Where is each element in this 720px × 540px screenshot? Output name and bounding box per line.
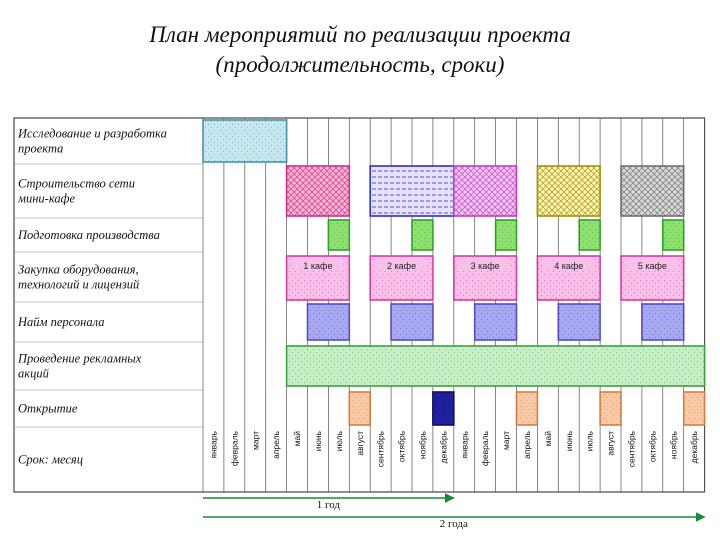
- task-bar: [391, 304, 433, 340]
- month-label: декабрь: [438, 431, 449, 464]
- month-row-label: Срок: месяц: [18, 452, 83, 467]
- task-bar: [517, 392, 538, 425]
- task-bar: [287, 346, 705, 386]
- task-bar: [684, 392, 705, 425]
- task-bar: [308, 304, 350, 340]
- month-label: март: [501, 431, 512, 451]
- cafe-label: 1 кафе: [303, 261, 333, 271]
- month-label: октябрь: [647, 431, 658, 463]
- month-label: сентябрь: [375, 431, 386, 468]
- month-label: май: [542, 431, 553, 447]
- row-label: акций: [18, 366, 49, 381]
- month-label: январь: [459, 431, 470, 459]
- month-label: январь: [208, 431, 219, 459]
- month-label: февраль: [480, 431, 491, 467]
- month-label: май: [292, 431, 303, 447]
- cafe-label: 4 кафе: [554, 261, 584, 271]
- page-subtitle: (продолжительность, сроки): [215, 52, 505, 77]
- task-bar: [203, 120, 287, 162]
- page-title: План мероприятий по реализации проекта: [149, 22, 571, 47]
- month-label: июнь: [563, 431, 574, 452]
- task-bar: [642, 304, 684, 340]
- row-label: Закупка оборудования,: [18, 262, 139, 277]
- month-label: июль: [333, 431, 344, 452]
- cafe-label: 2 кафе: [387, 261, 417, 271]
- task-bar: [328, 220, 349, 250]
- task-bar: [433, 392, 454, 425]
- task-bar: [558, 304, 600, 340]
- task-bar: [621, 166, 684, 216]
- row-label: Проведение рекламных: [18, 351, 142, 366]
- row-label: проекта: [18, 141, 64, 156]
- month-label: ноябрь: [668, 431, 679, 460]
- month-label: март: [250, 431, 261, 451]
- task-bar: [496, 220, 517, 250]
- month-label: октябрь: [396, 431, 407, 463]
- task-bar: [663, 220, 684, 250]
- task-bar: [412, 220, 433, 250]
- month-label: август: [605, 431, 616, 456]
- month-label: сентябрь: [626, 431, 637, 468]
- task-bar: [454, 166, 517, 216]
- task-bar: [287, 166, 350, 216]
- row-label: технологий и лицензий: [18, 277, 140, 292]
- month-label: июнь: [312, 431, 323, 452]
- task-bar: [370, 166, 454, 216]
- row-label: Исследование и разработка: [18, 126, 167, 141]
- row-label: Открытие: [18, 401, 78, 416]
- task-bar: [475, 304, 517, 340]
- row-label: Найм персонала: [18, 315, 105, 329]
- month-label: ноябрь: [417, 431, 428, 460]
- year-span-label: 2 года: [439, 518, 468, 530]
- month-label: апрель: [271, 431, 282, 459]
- task-bar: [537, 166, 600, 216]
- task-bar: [349, 392, 370, 425]
- row-label: мини-кафе: [18, 191, 76, 206]
- task-bar: [579, 220, 600, 250]
- year-span-label: 1 год: [316, 499, 341, 511]
- month-label: июль: [584, 431, 595, 452]
- month-label: август: [354, 431, 365, 456]
- month-label: февраль: [229, 431, 240, 467]
- task-bar: [600, 392, 621, 425]
- cafe-label: 3 кафе: [470, 261, 500, 271]
- month-label: апрель: [521, 431, 532, 459]
- row-label: Подготовка производства: [18, 228, 160, 242]
- month-label: декабрь: [689, 431, 700, 464]
- row-label: Строительство сети: [18, 176, 135, 191]
- cafe-label: 5 кафе: [637, 261, 667, 271]
